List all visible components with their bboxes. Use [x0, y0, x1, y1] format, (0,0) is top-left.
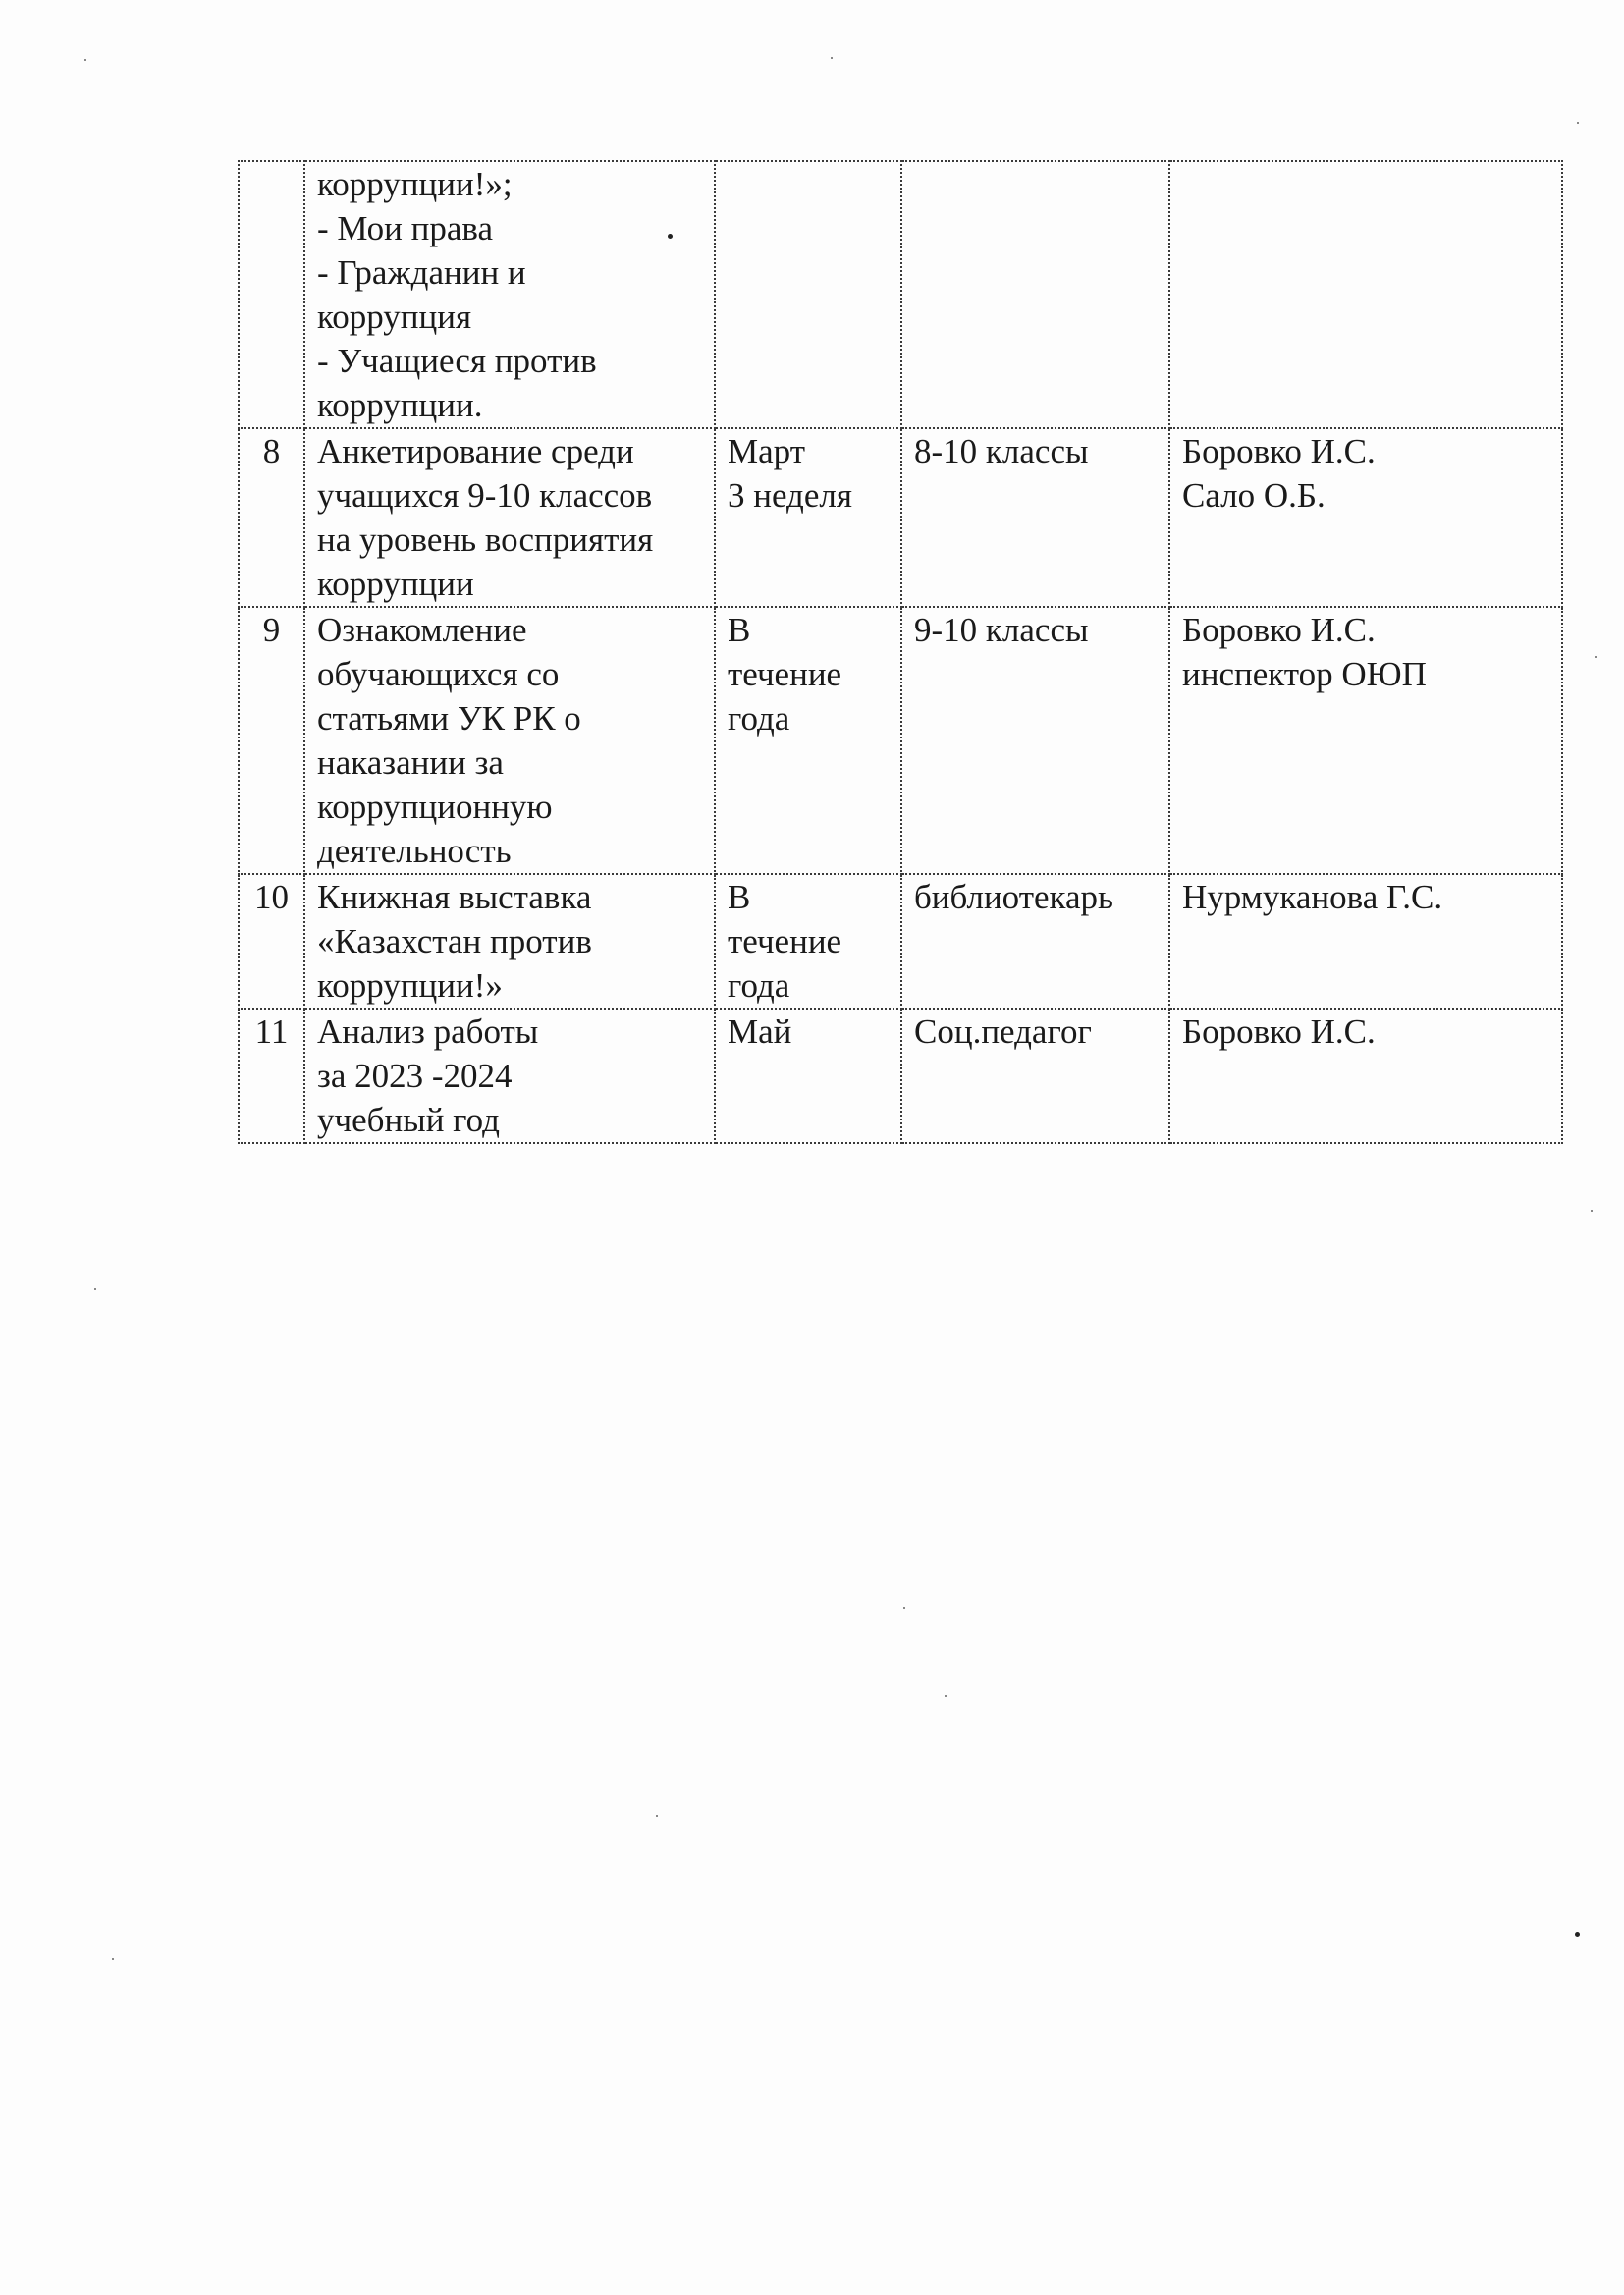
event-line: «Казахстан против [317, 922, 592, 960]
term-cell [715, 607, 901, 874]
event-line: Ознакомление [317, 611, 527, 649]
responsible-cell [1169, 1009, 1562, 1143]
row-number: 11 [239, 1009, 304, 1143]
term-line: Май [728, 1012, 792, 1051]
participants-cell [901, 874, 1169, 1009]
scan-dot [1575, 1932, 1580, 1937]
term-cell [715, 874, 901, 1009]
responsible-line: инспектор ОЮП [1182, 655, 1427, 693]
event-line: - Гражданин и [317, 253, 526, 292]
event-cell [304, 874, 715, 1009]
event-line: обучающихся со [317, 655, 560, 693]
participants-line: 8-10 классы [914, 432, 1089, 470]
scan-speck [945, 1695, 947, 1697]
term-cell [715, 428, 901, 607]
responsible-line: Нурмуканова Г.С. [1182, 878, 1443, 916]
participants-line: Соц.педагог [914, 1012, 1092, 1051]
table-row [239, 161, 1562, 428]
term-line: года [728, 699, 790, 738]
event-line: на уровень восприятия [317, 520, 654, 559]
event-line: коррупции!» [317, 966, 503, 1005]
term-line: В [728, 878, 751, 916]
row-number [239, 161, 304, 428]
scan-speck [84, 59, 86, 61]
event-line: - Учащиеся против [317, 342, 597, 380]
term-line: течение [728, 922, 842, 960]
participants-cell [901, 607, 1169, 874]
table-row [239, 428, 1562, 607]
event-line: за 2023 -2024 [317, 1057, 513, 1095]
event-line: - Мои права [317, 209, 493, 247]
participants-line: библиотекарь [914, 878, 1114, 916]
event-line: статьями УК РК о [317, 699, 581, 738]
event-line: Анализ работы [317, 1012, 539, 1051]
participants-cell [901, 1009, 1169, 1143]
event-line: Книжная выставка [317, 878, 592, 916]
scan-speck [1595, 656, 1597, 658]
scan-speck [112, 1958, 114, 1960]
participants-cell [901, 428, 1169, 607]
row-number: 10 [239, 874, 304, 1009]
scan-speck [1577, 122, 1579, 124]
event-line: коррупция [317, 298, 472, 336]
plan-table [238, 160, 1563, 1144]
scan-speck [94, 1288, 96, 1290]
event-line: учащихся 9-10 классов [317, 476, 653, 515]
event-line: коррупции [317, 565, 474, 603]
responsible-line: Боровко И.С. [1182, 1012, 1376, 1051]
responsible-cell [1169, 428, 1562, 607]
responsible-cell [1169, 161, 1562, 428]
term-line: Март [728, 432, 805, 470]
scan-speck [656, 1815, 658, 1817]
responsible-line: Боровко И.С. [1182, 611, 1376, 649]
responsible-cell [1169, 874, 1562, 1009]
scan-speck [903, 1607, 905, 1609]
participants-cell [901, 161, 1169, 428]
scan-speck [1591, 1210, 1593, 1212]
event-line: коррупции!»; [317, 165, 513, 203]
table-row [239, 607, 1562, 874]
row-number: 8 [239, 428, 304, 607]
event-cell [304, 161, 715, 428]
table-row [239, 874, 1562, 1009]
row-number: 9 [239, 607, 304, 874]
term-line: течение [728, 655, 842, 693]
term-line: года [728, 966, 790, 1005]
event-line: коррупции. [317, 386, 483, 424]
responsible-line: Боровко И.С. [1182, 432, 1376, 470]
event-line: учебный год [317, 1101, 500, 1139]
participants-line: 9-10 классы [914, 611, 1089, 649]
table-row [239, 1009, 1562, 1143]
event-line: наказании за [317, 743, 504, 782]
responsible-line: Сало О.Б. [1182, 476, 1326, 515]
term-cell [715, 161, 901, 428]
event-cell [304, 607, 715, 874]
responsible-cell [1169, 607, 1562, 874]
term-cell [715, 1009, 901, 1143]
scan-speck [831, 57, 833, 59]
event-cell [304, 1009, 715, 1143]
event-cell [304, 428, 715, 607]
event-line: деятельность [317, 832, 512, 870]
term-line: В [728, 611, 751, 649]
term-line: 3 неделя [728, 476, 852, 515]
event-line: Анкетирование среди [317, 432, 634, 470]
event-line: коррупционную [317, 788, 553, 826]
